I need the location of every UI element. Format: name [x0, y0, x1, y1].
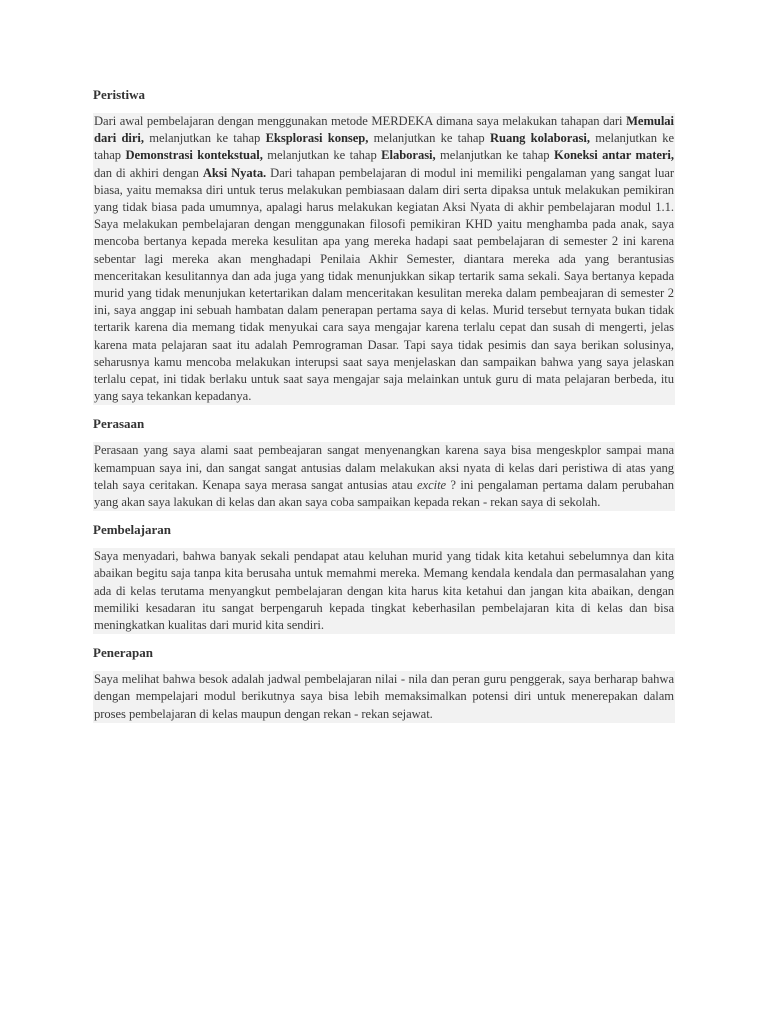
section-penerapan	[93, 644, 675, 723]
bold-term: Aksi Nyata.	[202, 165, 267, 180]
text-run: melanjutkan ke tahap	[94, 131, 675, 163]
section-perasaan	[93, 415, 675, 511]
text-run: Dari tahapan pembelajaran di modul ini memiliki pengalaman yang sangat luar biasa, yaitu memaksa diri untuk terus melakukan pembiasaan dalam diri serta dipaksa untuk melakukan pemikiran yang tidak biasa pada umumnya, apalagi harus melakukan kegiatan Aksi Nyata di akhir pembelajaran modul 1.1. Saya melakukan pembelajaran dengan menggunakan filosofi pemikiran KHD yaitu menghamba pada anak, saya mencoba bertanya kepada mereka kesulitan apa yang mereka hadapi saat pembelajaran di semester 2 ini karena sebentar lagi mereka akan menghadapi Penilaia Akhir Semester, diantara mereka ada yang berantusias menceritakan kesulitannya dan ada juga yang tidak menunjukkan sikap tertarik sama sekali. Saya bertanya kepada murid yang tidak menunjukan ketertarikan dalam menceritakan kesulitan mereka dalam pembeajaran di semester 2 ini, saya anggap ini sebuah hambatan dalam penerapan pertama saya di kelas. Murid tersebut ternyata bukan tidak tertarik karena dia memang tidak menyukai cara saya mengajar karena terlalu cepat dan susah di mengerti, jelas karena mata pelajaran saat itu adalah Pemrograman Dasar. Tapi saya tidak pesimis dan saya berikan solusinya, seharusnya kamu mencoba melakukan interupsi saat saya menjelaskan dan sampaikan bahwa yang saya jelaskan terlalu cepat, ini tidak berlaku untuk saat saya mengajar saja melainkan untuk guru di mata pelajaran berbeda, itu yang saya tekankan kepadanya.	[94, 165, 674, 404]
section-paragraph	[93, 113, 675, 405]
section-heading: Perasaan	[93, 416, 145, 432]
italic-term: excite	[417, 477, 447, 492]
section-paragraph	[93, 548, 675, 634]
bold-term: Koneksi antar materi,	[553, 148, 674, 163]
section-pembelajaran	[93, 521, 675, 634]
section-paragraph	[93, 442, 675, 511]
text-run: Saya menyadari, bahwa banyak sekali pendapat atau keluhan murid yang tidak kita ketahui sebelumnya dan kita abaikan begitu saja tanpa kita berusaha untuk memahmi mereka. Memang kendala kendala dan permasalahan yang ada di kelas terutama menyangkut pembelajaran dengan kita harus kita ketahui dan jangan kita abaikan, dengan memiliki kesadaran itu sangat berpengaruh kepada tingkat keberhasilan pembelajaran kita di kelas dan bisa meningkatkan kualitas dari murid kita sendiri.	[94, 549, 674, 633]
text-run: Perasaan yang saya alami saat pembeajaran sangat menyenangkan karena saya bisa mengeskplor sampai mana kemampuan saya ini, dan sangat sangat antusias dalam melakukan aksi nyata di kelas dari peristiwa di atas yang telah saya ceritakan. Kenapa saya merasa sangat antusias atau	[94, 443, 674, 492]
section-heading: Pembelajaran	[93, 522, 171, 538]
bold-term: Demonstrasi kontekstual,	[125, 148, 263, 163]
text-run: melanjutkan ke tahap	[368, 131, 490, 146]
bold-term: Elaborasi,	[381, 148, 436, 163]
document-page	[93, 86, 675, 733]
section-heading: Penerapan	[93, 645, 153, 661]
text-run: ? ini pengalaman pertama dalam perubahan yang akan saya lakukan di kelas dan akan saya coba sampaikan kepada rekan - rekan saya di sekolah.	[94, 477, 674, 510]
section-heading: Peristiwa	[93, 87, 145, 102]
text-run: dan di akhiri dengan	[94, 165, 203, 180]
text-run: melanjutkan ke tahap	[435, 148, 554, 163]
bold-term: Memulai dari diri,	[94, 114, 674, 146]
bold-term: Ruang kolaborasi,	[489, 131, 590, 146]
text-run: Saya melihat bahwa besok adalah jadwal pembelajaran nilai - nila dan peran guru penggerak, saya berharap bahwa dengan mempelajari modul berikutnya saya bisa lebih memaksimalkan potensi diri untuk menerepakan dalam proses pembelajaran di kelas maupun dengan rekan - rekan sejawat.	[94, 672, 674, 721]
text-run: melanjutkan ke tahap	[262, 148, 382, 163]
text-run: melanjutkan ke tahap	[143, 131, 266, 146]
section-paragraph	[93, 671, 675, 723]
text-run: Dari awal pembelajaran dengan menggunakan metode MERDEKA dimana saya melakukan tahapan dari	[94, 114, 627, 128]
bold-term: Eksplorasi konsep,	[265, 131, 369, 146]
section-peristiwa	[93, 86, 675, 405]
